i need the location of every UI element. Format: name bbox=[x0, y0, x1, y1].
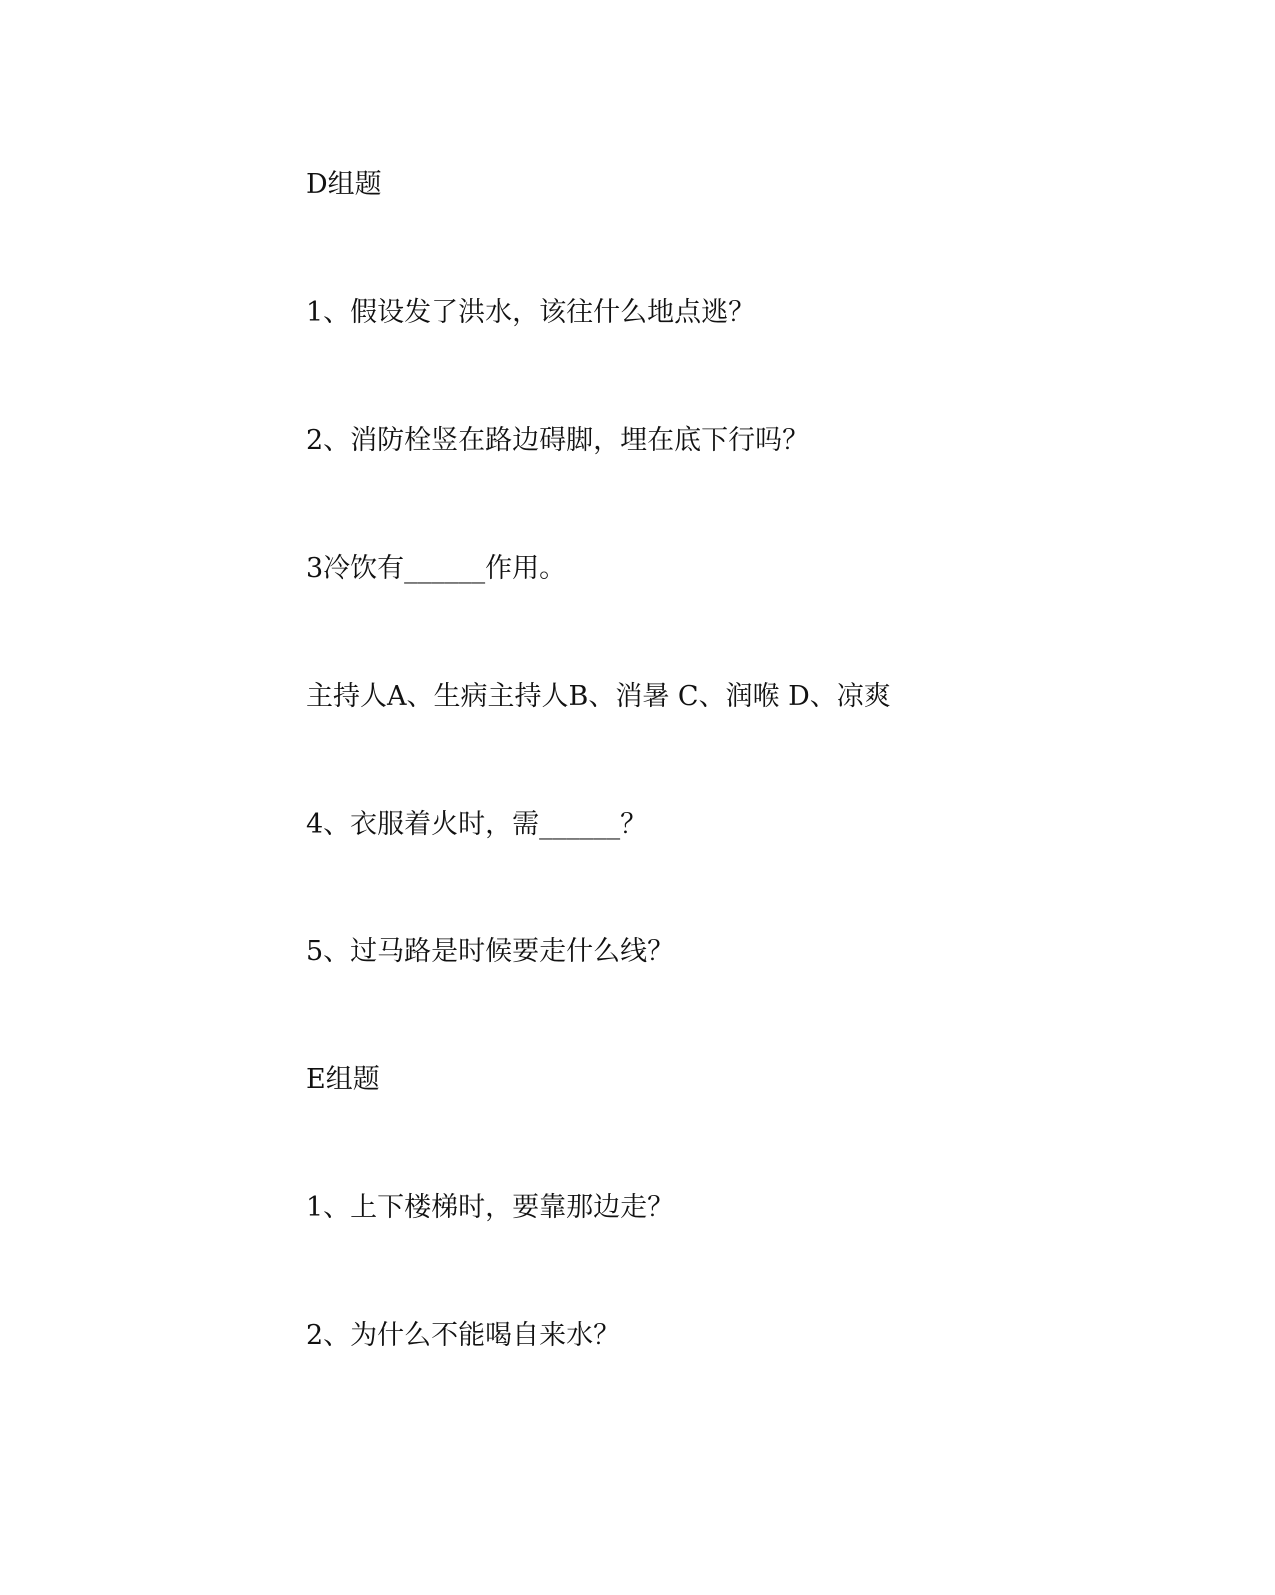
question-e1: 1、上下楼梯时，要靠那边走？ bbox=[306, 1192, 675, 1223]
section-heading-e: E组题 bbox=[306, 1064, 380, 1095]
question-d5: 5、过马路是时候要走什么线？ bbox=[306, 936, 675, 967]
question-d3: 3冷饮有______作用。 bbox=[306, 553, 567, 584]
question-e2: 2、为什么不能喝自来水？ bbox=[306, 1320, 621, 1351]
question-d1: 1、假设发了洪水，该往什么地点逃？ bbox=[306, 297, 756, 328]
question-d4: 4、衣服着火时，需______？ bbox=[306, 809, 648, 840]
question-d2: 2、消防栓竖在路边碍脚，埋在底下行吗？ bbox=[306, 425, 810, 456]
section-heading-d: D组题 bbox=[306, 169, 382, 200]
question-d3-options: 主持人A、生病主持人B、消暑 C、润喉 D、凉爽 bbox=[306, 681, 891, 712]
